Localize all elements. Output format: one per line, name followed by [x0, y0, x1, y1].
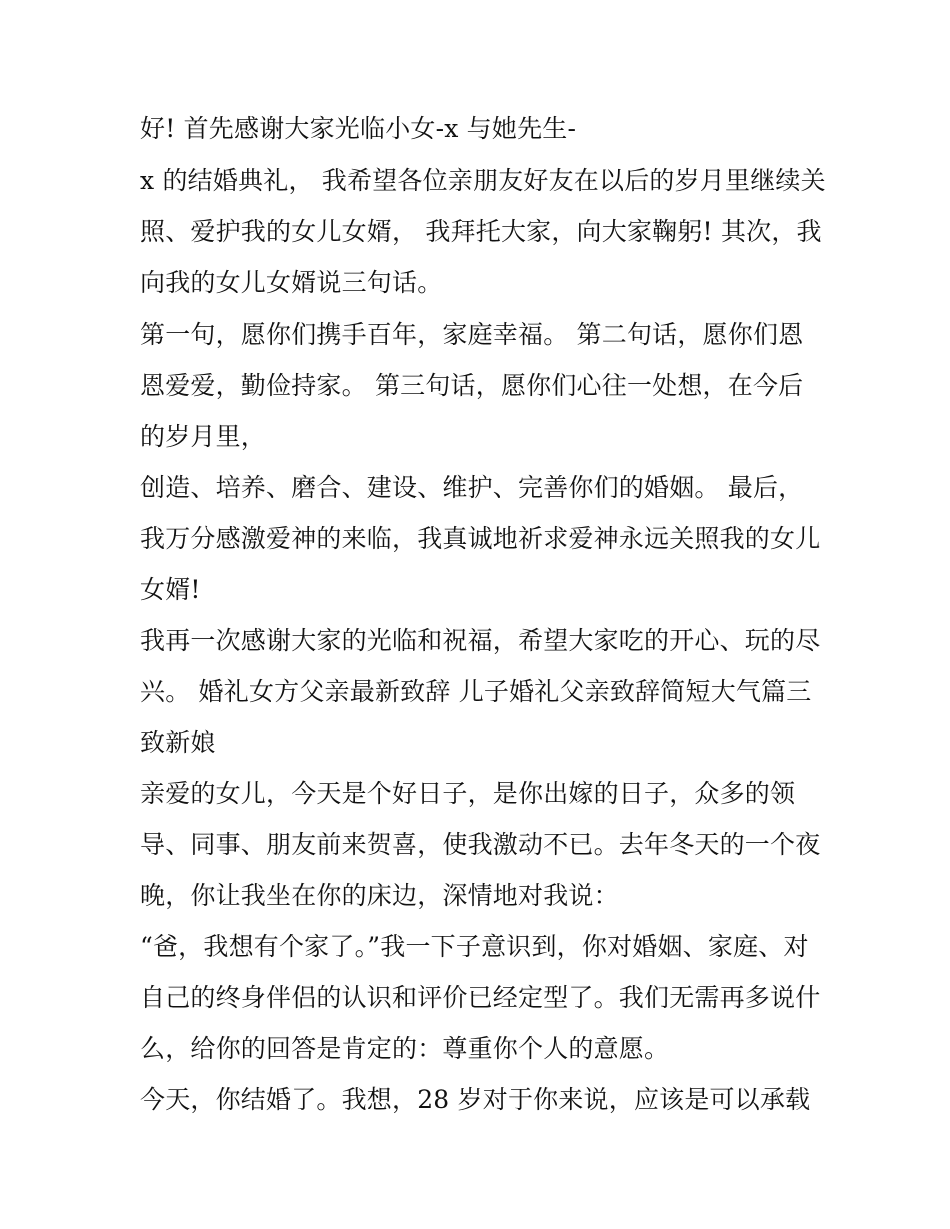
text-line: 么，给你的回答是肯定的：尊重你个人的意愿。 [140, 1034, 670, 1063]
text-line: 照、爱护我的女儿女婿， 我拜托大家，向大家鞠躬! 其次，我 [140, 217, 822, 246]
text-line: 的岁月里， [140, 422, 267, 451]
text-line: 今天，你结婚了。我想，28 岁对于你来说，应该是可以承载 [140, 1085, 811, 1114]
text-line: 亲爱的女儿，今天是个好日子，是你出嫁的日子，众多的领 [140, 779, 796, 808]
text-line: 兴。 婚礼女方父亲最新致辞 儿子婚礼父亲致辞简短大气篇三 [140, 677, 812, 706]
text-line: 恩爱爱，勤俭持家。 第三句话，愿你们心往一处想，在今后 [140, 371, 804, 400]
text-line: 致新娘 [140, 728, 216, 757]
text-line: x 的结婚典礼， 我希望各位亲朋友好友在以后的岁月里继续关 [140, 166, 826, 195]
text-line: “爸，我想有个家了。”我一下子意识到，你对婚姻、家庭、对 [140, 932, 809, 961]
text-line: 我再一次感谢大家的光临和祝福，希望大家吃的开心、玩的尽 [140, 626, 821, 655]
text-line: 好! 首先感谢大家光临小女-x 与她先生- [140, 114, 577, 143]
text-line: 创造、培养、磨合、建设、维护、完善你们的婚姻。 最后， [140, 473, 804, 502]
text-line: 向我的女儿女婿说三句话。 [140, 268, 443, 297]
text-line: 晚，你让我坐在你的床边，深情地对我说： [140, 881, 619, 910]
text-line: 导、同事、朋友前来贺喜，使我激动不已。去年冬天的一个夜 [140, 830, 821, 859]
text-line: 女婿! [140, 575, 201, 604]
text-line: 第一句，愿你们携手百年，家庭幸福。 第二句话，愿你们恩 [140, 320, 804, 349]
text-line: 我万分感激爱神的来临，我真诚地祈求爱神永远关照我的女儿 [140, 524, 821, 553]
text-line: 自己的终身伴侣的认识和评价已经定型了。我们无需再多说什 [140, 983, 821, 1012]
